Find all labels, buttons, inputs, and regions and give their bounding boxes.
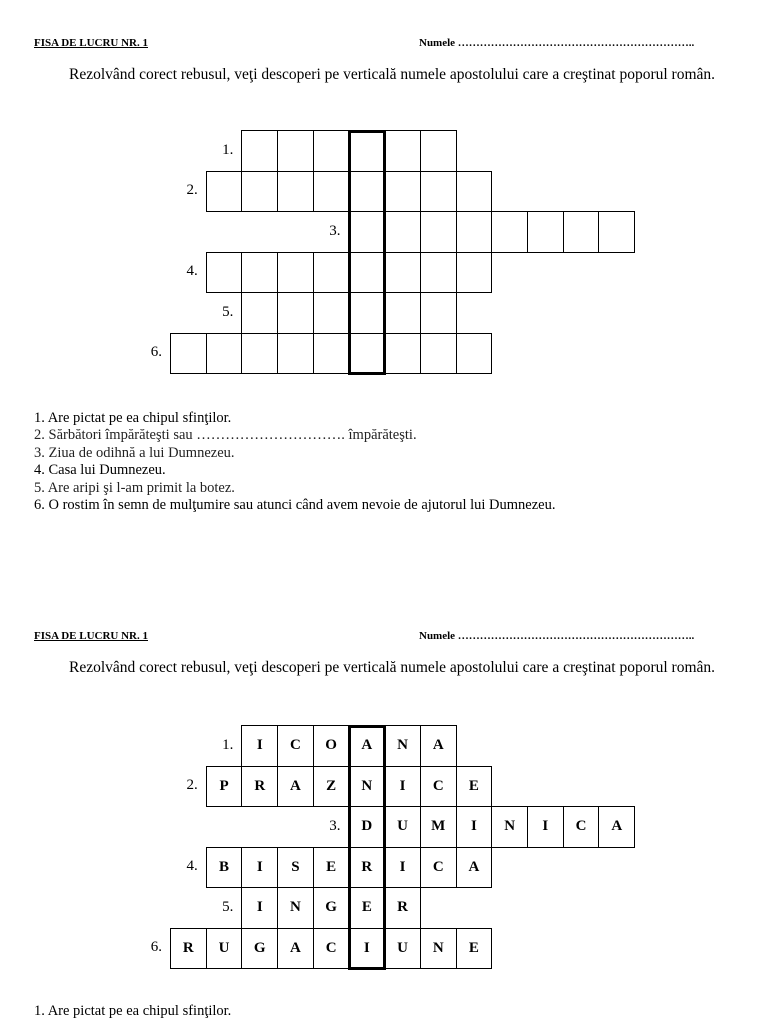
crossword-cell[interactable]	[527, 211, 564, 253]
crossword-cell[interactable]: E	[456, 766, 493, 808]
crossword-cell[interactable]: A	[420, 725, 457, 767]
crossword-cell[interactable]: A	[456, 847, 493, 889]
clue-1: 1. Are pictat pe ea chipul sfinţilor.	[34, 1003, 232, 1019]
crossword-cell[interactable]: I	[241, 887, 278, 929]
crossword-cell[interactable]	[241, 130, 278, 172]
crossword-cell[interactable]	[384, 171, 421, 213]
crossword-cell[interactable]: A	[598, 806, 635, 848]
crossword-cell[interactable]: G	[313, 887, 350, 929]
clue-list	[34, 1003, 734, 1020]
crossword-cell[interactable]	[313, 130, 350, 172]
worksheet-title: FISA DE LUCRU NR. 1	[34, 37, 148, 49]
crossword-cell[interactable]	[491, 211, 528, 253]
crossword-cell[interactable]	[456, 211, 493, 253]
crossword-cell[interactable]: O	[313, 725, 350, 767]
crossword-cell[interactable]: B	[206, 847, 243, 889]
crossword-cell[interactable]	[384, 211, 421, 253]
crossword-cell[interactable]	[206, 252, 243, 294]
crossword-cell[interactable]: R	[241, 766, 278, 808]
crossword-cell[interactable]	[349, 211, 386, 253]
crossword-cell[interactable]	[241, 333, 278, 375]
crossword-cell[interactable]: I	[241, 725, 278, 767]
crossword-cell[interactable]: Z	[313, 766, 350, 808]
crossword-cell[interactable]	[456, 333, 493, 375]
crossword-cell[interactable]: R	[384, 887, 421, 929]
crossword-cell[interactable]: R	[349, 847, 386, 889]
instructions: Rezolvând corect rebusul, veţi descoperi pe verticală numele apostolului care a creştinat poporul român.	[69, 659, 716, 676]
crossword-cell[interactable]	[598, 211, 635, 253]
row-number: 5.	[222, 898, 234, 915]
crossword-cell[interactable]	[313, 171, 350, 213]
crossword-cell[interactable]	[349, 292, 386, 334]
crossword-cell[interactable]	[277, 130, 314, 172]
name-field[interactable]: Numele ………………………………………………………..	[419, 630, 695, 642]
crossword-cell[interactable]	[277, 171, 314, 213]
crossword-cell[interactable]	[206, 171, 243, 213]
crossword-cell[interactable]: C	[313, 928, 350, 970]
clue-4: 4. Casa lui Dumnezeu.	[34, 462, 166, 479]
crossword-cell[interactable]: I	[349, 928, 386, 970]
name-field[interactable]: Numele ………………………………………………………..	[419, 37, 695, 49]
crossword-cell[interactable]: I	[456, 806, 493, 848]
crossword-cell[interactable]: E	[313, 847, 350, 889]
crossword-cell[interactable]	[384, 333, 421, 375]
crossword-cell[interactable]	[277, 292, 314, 334]
crossword-cell[interactable]: M	[420, 806, 457, 848]
crossword-cell[interactable]	[349, 333, 386, 375]
crossword-cell[interactable]	[563, 211, 600, 253]
crossword-cell[interactable]	[420, 211, 457, 253]
crossword-cell[interactable]	[384, 130, 421, 172]
crossword-cell[interactable]: P	[206, 766, 243, 808]
crossword-cell[interactable]	[420, 252, 457, 294]
row-number: 4.	[186, 263, 198, 279]
crossword-cell[interactable]	[241, 252, 278, 294]
crossword-cell[interactable]: N	[420, 928, 457, 970]
crossword-cell[interactable]: I	[241, 847, 278, 889]
crossword-cell[interactable]	[170, 333, 207, 375]
crossword-cell[interactable]	[277, 333, 314, 375]
row-number: 4.	[186, 858, 198, 874]
crossword-cell[interactable]: A	[277, 766, 314, 808]
crossword-cell[interactable]: U	[384, 928, 421, 970]
row-number: 3.	[329, 817, 341, 834]
crossword-cell[interactable]	[456, 252, 493, 294]
crossword-cell[interactable]: G	[241, 928, 278, 970]
crossword-cell[interactable]: R	[170, 928, 207, 970]
crossword-cell[interactable]: C	[277, 725, 314, 767]
clue-1: 1. Are pictat pe ea chipul sfinţilor.	[34, 410, 232, 426]
clue-2: 2. Sărbători împărăteşti sau …………………………. împărăteşti.	[34, 427, 417, 444]
crossword-cell[interactable]: U	[206, 928, 243, 970]
crossword-cell[interactable]	[349, 130, 386, 172]
worksheet-title: FISA DE LUCRU NR. 1	[34, 630, 148, 642]
row-number: 2.	[186, 182, 198, 198]
clue-6: 6. O rostim în semn de mulţumire sau atunci când avem nevoie de ajutorul lui Dumnezeu.	[34, 497, 556, 514]
crossword-cell[interactable]: C	[420, 847, 457, 889]
crossword-cell[interactable]: I	[527, 806, 564, 848]
crossword-cell[interactable]	[420, 171, 457, 213]
clue-list	[34, 410, 734, 514]
crossword-cell[interactable]	[313, 252, 350, 294]
crossword-cell[interactable]: N	[277, 887, 314, 929]
crossword-cell[interactable]: U	[384, 806, 421, 848]
row-number: 6.	[150, 939, 162, 955]
clue-5: 5. Are aripi şi l-am primit la botez.	[34, 479, 235, 496]
crossword-cell[interactable]: E	[456, 928, 493, 970]
crossword-cell[interactable]	[277, 252, 314, 294]
crossword-cell[interactable]: A	[277, 928, 314, 970]
crossword-cell[interactable]	[313, 333, 350, 375]
crossword-cell[interactable]: C	[563, 806, 600, 848]
crossword-cell[interactable]	[384, 252, 421, 294]
crossword-cell[interactable]: E	[349, 887, 386, 929]
crossword-cell[interactable]	[420, 292, 457, 334]
crossword-cell[interactable]	[206, 333, 243, 375]
crossword-cell[interactable]	[313, 292, 350, 334]
worksheet-blank	[0, 37, 768, 537]
clue-3: 3. Ziua de odihnă a lui Dumnezeu.	[34, 444, 235, 461]
crossword-cell[interactable]: D	[349, 806, 386, 848]
crossword-cell[interactable]	[349, 171, 386, 213]
row-number: 6.	[150, 344, 162, 360]
crossword-cell[interactable]: S	[277, 847, 314, 889]
crossword-cell[interactable]: N	[349, 766, 386, 808]
crossword-cell[interactable]	[420, 333, 457, 375]
crossword-cell[interactable]	[241, 292, 278, 334]
crossword-cell[interactable]	[456, 171, 493, 213]
row-number: 2.	[186, 777, 198, 793]
instructions: Rezolvând corect rebusul, veţi descoperi pe verticală numele apostolului care a creştinat poporul român.	[69, 66, 716, 83]
crossword-cell[interactable]	[241, 171, 278, 213]
row-number: 1.	[222, 736, 234, 753]
crossword-cell[interactable]: N	[491, 806, 528, 848]
crossword-cell[interactable]: I	[384, 766, 421, 808]
crossword-cell[interactable]: C	[420, 766, 457, 808]
crossword-cell[interactable]: N	[384, 725, 421, 767]
row-number: 1.	[222, 141, 234, 158]
row-number: 5.	[222, 303, 234, 320]
crossword-cell[interactable]: A	[349, 725, 386, 767]
crossword-cell[interactable]	[349, 252, 386, 294]
crossword-cell[interactable]: I	[384, 847, 421, 889]
crossword-cell[interactable]	[420, 130, 457, 172]
row-number: 3.	[329, 222, 341, 239]
crossword-cell[interactable]	[384, 292, 421, 334]
worksheet-solved	[0, 630, 768, 1024]
